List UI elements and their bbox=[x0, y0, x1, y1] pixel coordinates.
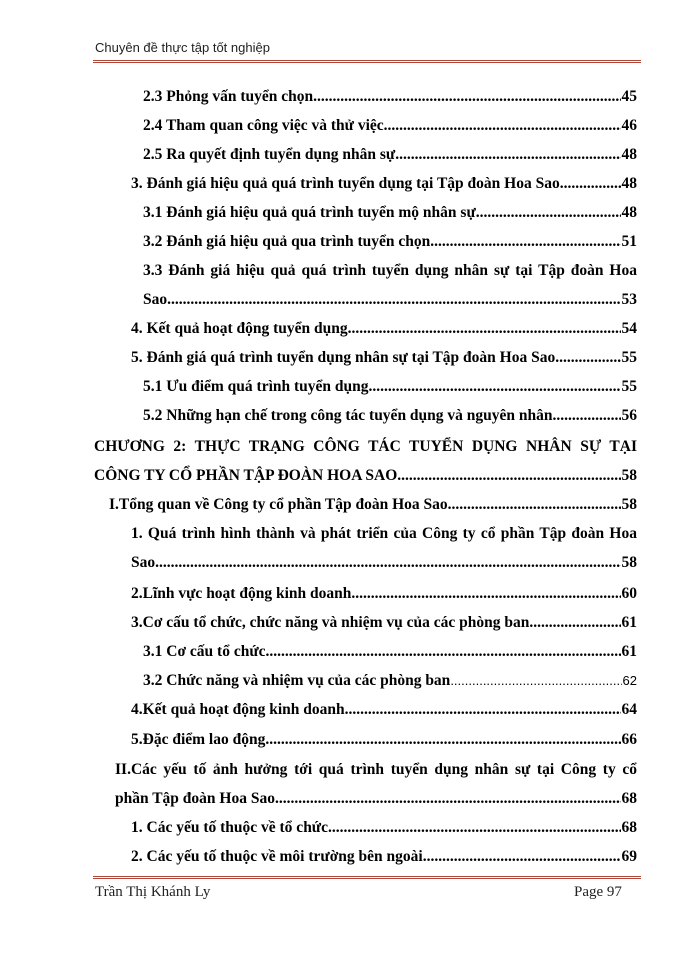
toc-entry-first-line[interactable] bbox=[143, 262, 637, 280]
toc-entry-text: 3.1 Đánh giá hiệu quả quá trình tuyển mộ nhân sự bbox=[143, 204, 476, 221]
toc-entry[interactable] bbox=[131, 701, 637, 719]
toc-entry-page: 48 bbox=[621, 204, 637, 221]
toc-entry[interactable] bbox=[131, 614, 637, 632]
toc-entry-second-line[interactable] bbox=[131, 554, 637, 572]
toc-entry-text: 2.4 Tham quan công việc và thử việc bbox=[143, 117, 384, 134]
toc-entry-first-line[interactable] bbox=[131, 525, 637, 543]
toc-entry-text: 3.2 Đánh giá hiệu quả qua trình tuyển chọn bbox=[143, 233, 431, 250]
toc-entry-text: 3.Cơ cấu tổ chức, chức năng và nhiệm vụ của các phòng ban bbox=[131, 614, 530, 631]
toc-entry-page: 48 bbox=[621, 175, 637, 192]
toc-entry[interactable] bbox=[131, 349, 637, 367]
toc-entry-text: 5. Đánh giá quá trình tuyển dụng nhân sự tại Tập đoàn Hoa Sao bbox=[131, 349, 556, 366]
toc-entry-page: 45 bbox=[621, 88, 637, 105]
toc-entry[interactable] bbox=[131, 585, 637, 603]
toc-entry-page: 53 bbox=[621, 291, 637, 308]
toc-entry[interactable] bbox=[143, 117, 637, 135]
toc-entry-page: 68 bbox=[621, 790, 637, 807]
toc-entry[interactable] bbox=[143, 233, 637, 251]
toc-entry[interactable] bbox=[143, 146, 637, 164]
toc-chapter-first-line[interactable] bbox=[94, 438, 637, 456]
toc-entry[interactable] bbox=[143, 672, 637, 690]
toc-entry-page: 56 bbox=[621, 407, 637, 424]
toc-entry[interactable] bbox=[131, 819, 637, 837]
toc-entry-page: 58 bbox=[621, 467, 637, 484]
toc-entry[interactable] bbox=[131, 175, 637, 193]
toc-entry-text: 2. Các yếu tố thuộc về môi trường bên ngoài bbox=[131, 848, 423, 865]
toc-entry-page: 69 bbox=[621, 848, 637, 865]
toc-entry[interactable] bbox=[143, 204, 637, 222]
toc-entry-page: 68 bbox=[621, 819, 637, 836]
toc-entry[interactable] bbox=[131, 848, 637, 866]
toc-entry-second-line[interactable] bbox=[143, 291, 637, 309]
toc-entry-text: 2.3 Phỏng vấn tuyển chọn bbox=[143, 88, 314, 105]
toc-entry-text: 3.1 Cơ cấu tổ chức bbox=[143, 643, 266, 660]
toc-entry-text: CHƯƠNG 2: THỰC TRẠNG CÔNG TÁC TUYỂN DỤNG NHÂN SỰ TẠI bbox=[94, 438, 637, 455]
toc-entry-page: 55 bbox=[621, 349, 637, 366]
toc-entry-text: 3.3 Đánh giá hiệu quả quá trình tuyển dụng nhân sự tại Tập đoàn Hoa bbox=[143, 262, 637, 279]
toc-entry[interactable] bbox=[109, 496, 637, 514]
toc-entry-page: 60 bbox=[621, 585, 637, 602]
toc-entry-text: Sao bbox=[131, 554, 156, 571]
footer-page-number: Page 97 bbox=[574, 884, 622, 900]
toc-entry-first-line[interactable] bbox=[115, 761, 637, 779]
toc-entry-page: 58 bbox=[621, 496, 637, 513]
toc-entry-page: 48 bbox=[621, 146, 637, 163]
toc-entry-page: 66 bbox=[621, 731, 637, 748]
toc-entry-page: 62 bbox=[622, 673, 637, 688]
header-rule bbox=[93, 60, 641, 63]
toc-entry-text: 2.5 Ra quyết định tuyển dụng nhân sự bbox=[143, 146, 396, 163]
toc-entry-text: Sao bbox=[143, 291, 168, 308]
toc-entry-text: CÔNG TY CỔ PHẦN TẬP ĐOÀN HOA SAO bbox=[94, 467, 398, 484]
toc-entry-page: 61 bbox=[621, 614, 637, 631]
toc-entry-page: 61 bbox=[621, 643, 637, 660]
toc-entry-page: 51 bbox=[621, 233, 637, 250]
toc-entry-page: 54 bbox=[621, 320, 637, 337]
toc-entry-text: 1. Quá trình hình thành và phát triển của Công ty cổ phần Tập đoàn Hoa bbox=[131, 525, 637, 542]
toc-entry-text: 1. Các yếu tố thuộc về tổ chức bbox=[131, 819, 328, 836]
toc-entry[interactable] bbox=[131, 731, 637, 749]
toc-entry-text: I.Tổng quan về Công ty cổ phần Tập đoàn Hoa Sao bbox=[109, 496, 448, 513]
footer-rule bbox=[93, 876, 641, 879]
toc-entry[interactable] bbox=[143, 378, 637, 396]
toc-entry-page: 46 bbox=[621, 117, 637, 134]
toc-entry[interactable] bbox=[131, 320, 637, 338]
toc-entry-text: 4. Kết quả hoạt động tuyển dụng bbox=[131, 320, 348, 337]
toc-entry-text: 2.Lĩnh vực hoạt động kinh doanh bbox=[131, 585, 352, 602]
toc-entry-text: 4.Kết quả hoạt động kinh doanh bbox=[131, 701, 345, 718]
toc-entry[interactable] bbox=[143, 88, 637, 106]
footer-author: Trần Thị Khánh Ly bbox=[95, 884, 211, 900]
toc-entry-text: 5.2 Những hạn chế trong công tác tuyển dụng và nguyên nhân bbox=[143, 407, 553, 424]
toc-entry[interactable] bbox=[143, 643, 637, 661]
toc-entry-text: 3.2 Chức năng và nhiệm vụ của các phòng ban bbox=[143, 672, 451, 689]
toc-entry-page: 58 bbox=[621, 554, 637, 571]
toc-entry-text: phần Tập đoàn Hoa Sao bbox=[115, 790, 275, 807]
toc-entry-page: 64 bbox=[621, 701, 637, 718]
toc-entry-page: 55 bbox=[621, 378, 637, 395]
toc-entry[interactable] bbox=[143, 407, 637, 425]
toc-entry-text: II.Các yếu tố ảnh hưởng tới quá trình tuyển dụng nhân sự tại Công ty cổ bbox=[115, 761, 637, 778]
toc-entry-text: 5.1 Ưu điểm quá trình tuyển dụng bbox=[143, 378, 369, 395]
toc-entry-text: 3. Đánh giá hiệu quả quá trình tuyển dụng tại Tập đoàn Hoa Sao bbox=[131, 175, 560, 192]
toc-entry-second-line[interactable] bbox=[115, 790, 637, 808]
page-header-title: Chuyên đề thực tập tốt nghiệp bbox=[95, 40, 270, 55]
toc-entry-text: 5.Đặc điểm lao động bbox=[131, 731, 266, 748]
toc-chapter-second-line[interactable] bbox=[94, 467, 637, 485]
